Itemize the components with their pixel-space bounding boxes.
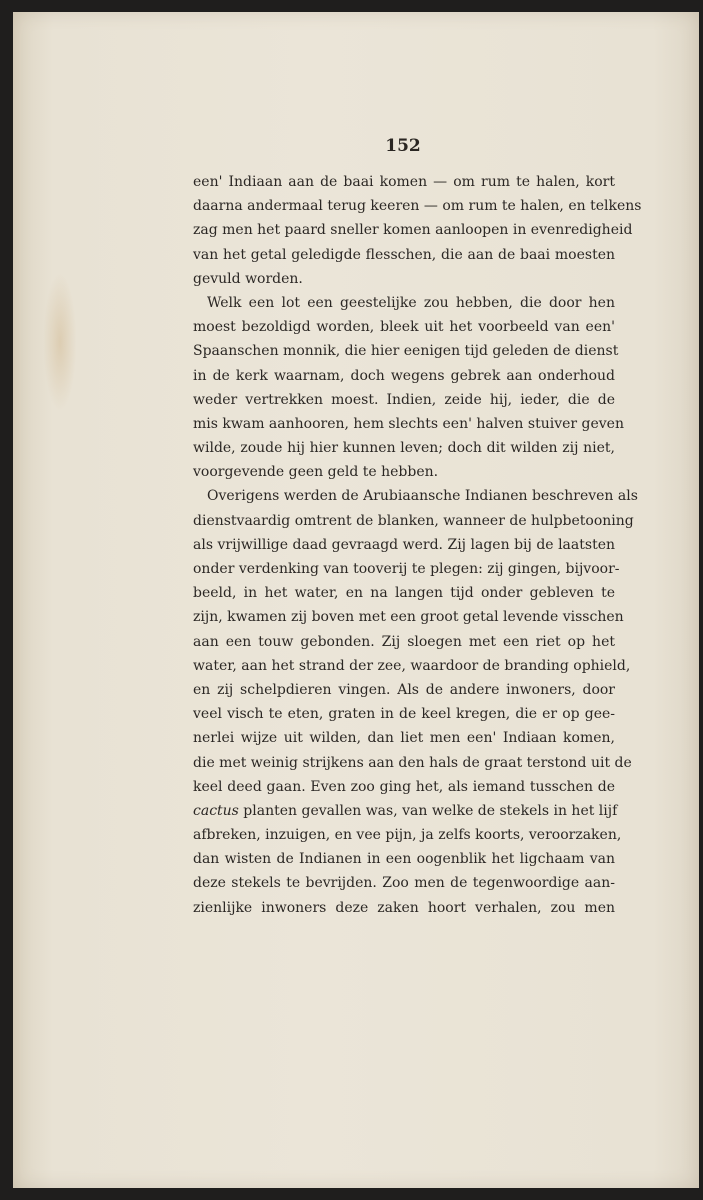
text-line: Welk een lot een geestelijke zou hebben, die door hen <box>207 294 615 311</box>
body-text <box>193 170 642 920</box>
text-line: Spaanschen monnik, die hier eenigen tijd geleden de dienst <box>193 343 619 360</box>
text-line: keel deed gaan. Even zoo ging het, als iemand tusschen de <box>193 778 615 795</box>
text-line: nerlei wijze uit wilden, dan liet men een' Indiaan komen, <box>193 730 615 747</box>
text-line-rest: planten gevallen was, van welke de stekels in het lijf <box>238 802 618 819</box>
text-line: water, aan het strand der zee, waardoor de branding ophield, <box>193 657 631 674</box>
text-line: gevuld worden. <box>193 270 303 287</box>
text-line: wilde, zoude hij hier kunnen leven; doch dit wilden zij niet, <box>193 440 615 457</box>
text-line: onder verdenking van tooverij te plegen: zij gingen, bijvoor- <box>193 561 620 577</box>
italic-word-cactus: cactus <box>193 802 239 819</box>
text-line: mis kwam aanhooren, hem slechts een' halven stuiver geven <box>193 415 624 432</box>
text-line: dan wisten de Indianen in een oogenblik het ligchaam van <box>193 851 615 868</box>
text-line: moest bezoldigd worden, bleek uit het voorbeeld van een' <box>193 319 615 336</box>
text-line: afbreken, inzuigen, en vee pijn, ja zelfs koorts, veroorzaken, <box>193 827 622 844</box>
text-line: die met weinig strijkens aan den hals de graat terstond uit de <box>193 754 632 771</box>
text-line: dienstvaardig omtrent de blanken, wanneer de hulpbetooning <box>193 512 634 529</box>
paper-stain <box>43 272 77 412</box>
text-line: zag men het paard sneller komen aanloopen in evenredigheid <box>193 222 633 239</box>
text-line: een' Indiaan aan de baai komen — om rum te halen, kort <box>193 174 615 190</box>
text-line: en zij schelpdieren vingen. Als de andere inwoners, door <box>193 681 615 698</box>
page-number: 152 <box>385 136 421 156</box>
text-line: voorgevende geen geld te hebben. <box>193 464 439 481</box>
text-line-cactus <box>193 799 618 823</box>
text-line: beeld, in het water, en na langen tijd onder gebleven te <box>193 585 615 602</box>
text-line: daarna andermaal terug keeren — om rum te halen, en telkens <box>193 198 642 215</box>
text-line: aan een touw gebonden. Zij sloegen met een riet op het <box>193 633 615 650</box>
text-line: als vrijwillige daad gevraagd werd. Zij lagen bij de laatsten <box>193 536 615 553</box>
text-line: deze stekels te bevrijden. Zoo men de tegenwoordige aan- <box>193 875 615 892</box>
text-line: zijn, kwamen zij boven met een groot getal levende visschen <box>193 609 624 626</box>
text-line: zienlijke inwoners deze zaken hoort verhalen, zou men <box>193 899 615 916</box>
text-line: Overigens werden de Arubiaansche Indianen beschreven als <box>207 488 638 505</box>
text-line: weder vertrekken moest. Indien, zeide hij, ieder, die de <box>193 391 615 408</box>
text-line: veel visch te eten, graten in de keel kregen, die er op gee- <box>193 706 615 723</box>
text-line: van het getal geledigde flesschen, die aan de baai moesten <box>193 246 615 263</box>
book-page <box>13 12 699 1188</box>
text-line: in de kerk waarnam, doch wegens gebrek aan onderhoud <box>193 367 615 384</box>
